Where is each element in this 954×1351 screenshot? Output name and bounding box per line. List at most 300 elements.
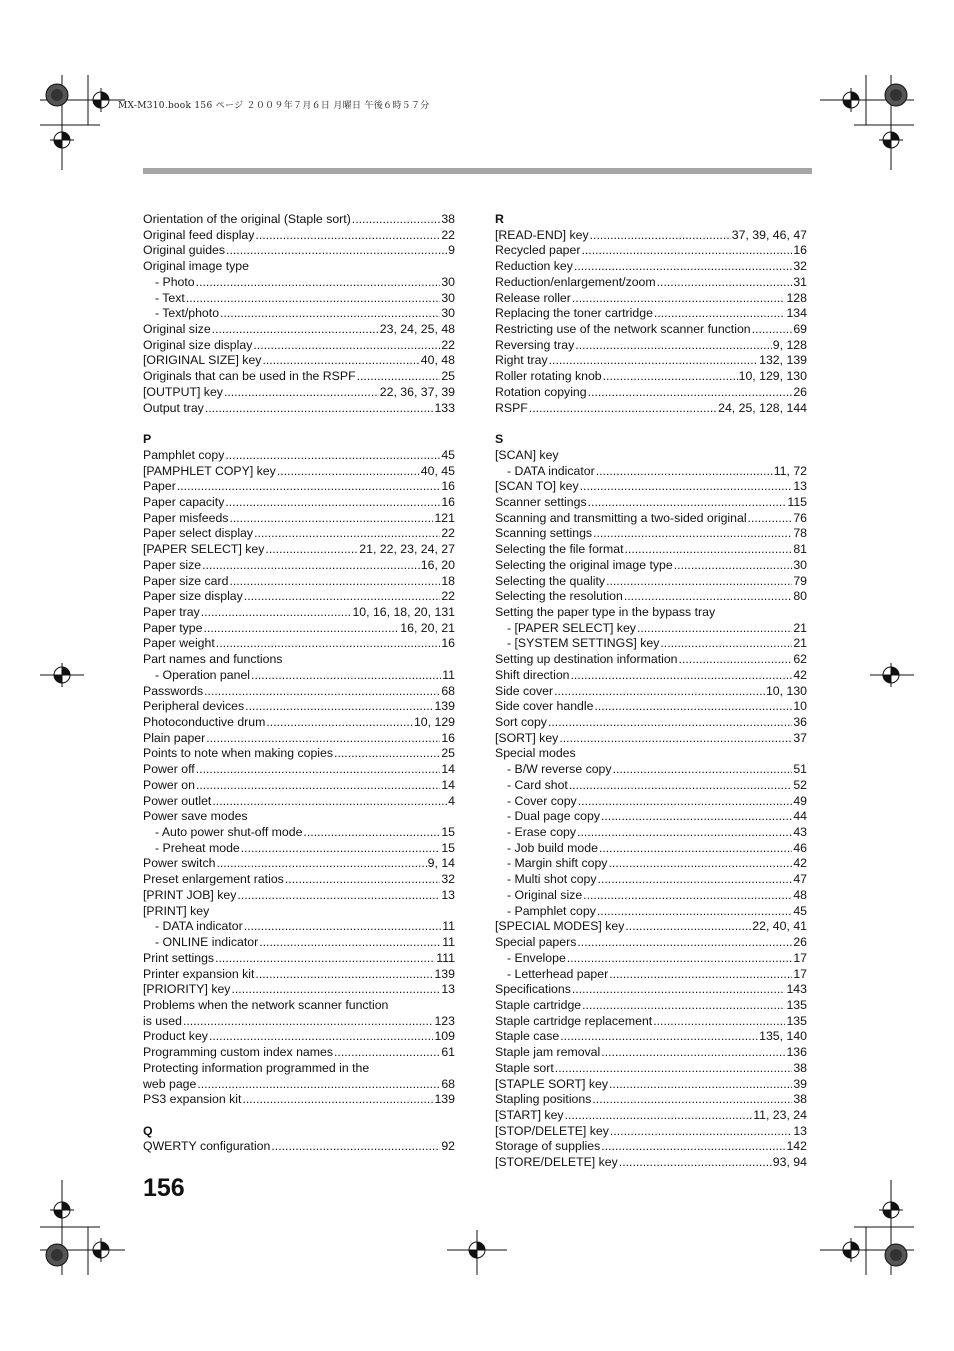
entry-pages: 21: [793, 636, 807, 651]
dot-leader: [609, 967, 792, 983]
dot-leader: [653, 1014, 785, 1030]
index-entry: [495, 731, 807, 747]
index-entry: [495, 982, 807, 998]
index-entry: [143, 558, 455, 574]
entry-term: Paper size display: [143, 589, 243, 604]
index-entry: [143, 684, 455, 700]
index-entry: [143, 479, 455, 495]
index-entry: [495, 605, 807, 621]
index-entry: [143, 259, 455, 275]
entry-pages: 93, 94: [772, 1155, 807, 1170]
entry-pages: 32: [441, 872, 455, 887]
dot-leader: [242, 1092, 433, 1108]
index-entry: [495, 888, 807, 904]
entry-pages: 139: [434, 1092, 455, 1107]
index-entry: [495, 574, 807, 590]
index-entry: [495, 479, 807, 495]
dot-leader: [580, 479, 793, 495]
index-entry: [143, 369, 455, 385]
entry-pages: 134: [786, 306, 807, 321]
entry-pages: 78: [793, 526, 807, 541]
dot-leader: [255, 228, 440, 244]
dot-leader: [597, 904, 792, 920]
dot-leader: [590, 228, 731, 244]
index-entry: [143, 291, 455, 307]
entry-term: Paper capacity: [143, 494, 225, 509]
entry-pages: 49: [793, 793, 807, 808]
dot-leader: [226, 243, 447, 259]
index-entry: [495, 322, 807, 338]
dot-leader: [225, 448, 440, 464]
dot-leader: [244, 589, 441, 605]
dot-leader: [592, 1092, 792, 1108]
entry-pages: 16: [441, 636, 455, 651]
index-entry: [143, 935, 455, 951]
entry-pages: 26: [793, 935, 807, 950]
entry-pages: 132, 139: [759, 353, 807, 368]
entry-term: Peripheral devices: [143, 699, 245, 714]
dot-leader: [582, 998, 785, 1014]
index-entry: [143, 652, 455, 668]
entry-term: RSPF: [495, 400, 528, 415]
index-entry: [495, 778, 807, 794]
dot-leader: [220, 306, 440, 322]
entry-term: - Envelope: [507, 950, 566, 965]
entry-term: Paper select display: [143, 526, 254, 541]
entry-pages: 142: [786, 1139, 807, 1154]
entry-term: - Card shot: [507, 777, 568, 792]
index-entry: [495, 589, 807, 605]
page-number: 156: [143, 1174, 185, 1202]
index-entry: [495, 967, 807, 983]
index-entry: [495, 809, 807, 825]
dot-leader: [567, 951, 793, 967]
entry-pages: 14: [441, 777, 455, 792]
dot-leader: [596, 464, 773, 480]
dot-leader: [206, 731, 440, 747]
entry-pages: 121: [434, 510, 455, 525]
entry-term: Orientation of the original (Staple sort): [143, 212, 351, 226]
entry-pages: 135: [786, 1013, 807, 1028]
entry-pages: 26: [793, 384, 807, 399]
section-letter: [143, 432, 455, 448]
dot-leader: [583, 888, 792, 904]
index-entry: [495, 495, 807, 511]
dot-leader: [575, 338, 772, 354]
entry-pages: 13: [793, 479, 807, 494]
dot-leader: [209, 1029, 434, 1045]
entry-pages: 115: [787, 494, 807, 509]
entry-pages: 62: [793, 652, 807, 667]
index-entry: [143, 951, 455, 967]
index-entry: [143, 1077, 455, 1093]
entry-term: P: [143, 432, 152, 447]
entry-pages: 25: [441, 746, 455, 761]
index-entry: [143, 699, 455, 715]
index-entry: [495, 1014, 807, 1030]
entry-term: Original image type: [143, 259, 249, 274]
entry-term: Special papers: [495, 935, 577, 950]
entry-pages: 21: [793, 620, 807, 635]
entry-term: Original size: [143, 322, 211, 337]
entry-term: [STOP/DELETE] key: [495, 1123, 609, 1138]
entry-term: web page: [143, 1076, 197, 1091]
dot-leader: [624, 589, 792, 605]
entry-term: - Auto power shut-off mode: [155, 825, 303, 840]
entry-pages: 143: [786, 982, 807, 997]
entry-pages: 61: [441, 1045, 455, 1060]
print-info-header: MX-M310.book 156 ページ ２００９年７月６日 月曜日 午後６時５７分: [118, 101, 430, 111]
index-column-left: [143, 212, 455, 1155]
entry-term: [SPECIAL MODES] key: [495, 919, 625, 934]
dot-leader: [196, 762, 441, 778]
dot-leader: [186, 291, 440, 307]
dot-leader: [574, 259, 792, 275]
index-entry: [495, 448, 807, 464]
entry-term: Storage of supplies: [495, 1139, 601, 1154]
entry-term: Power outlet: [143, 793, 212, 808]
dot-leader: [654, 306, 786, 322]
dot-leader: [212, 794, 447, 810]
entry-term: Part names and functions: [143, 652, 283, 667]
index-entry: [143, 1092, 455, 1108]
dot-leader: [196, 275, 441, 291]
index-entry: [143, 574, 455, 590]
entry-term: [PRINT] key: [143, 903, 210, 918]
index-entry: [143, 794, 455, 810]
entry-term: Recycled paper: [495, 243, 581, 258]
entry-term: Roller rotating knob: [495, 369, 602, 384]
dot-leader: [606, 574, 792, 590]
index-entry: [495, 951, 807, 967]
dot-leader: [334, 746, 440, 762]
dot-leader: [212, 322, 379, 338]
index-entry: [495, 1061, 807, 1077]
entry-term: Product key: [143, 1029, 208, 1044]
index-entry: [495, 526, 807, 542]
entry-term: - B/W reverse copy: [507, 762, 612, 777]
entry-pages: 10, 129: [413, 715, 455, 729]
dot-leader: [224, 385, 379, 401]
index-entry: [495, 668, 807, 684]
entry-pages: 47: [793, 872, 807, 887]
index-entry: [495, 1108, 807, 1124]
entry-term: Power on: [143, 777, 195, 792]
entry-term: Staple cartridge replacement: [495, 1013, 653, 1028]
entry-pages: 40, 45: [420, 463, 455, 478]
entry-pages: 21, 22, 23, 24, 27: [359, 542, 455, 557]
dot-leader: [205, 401, 434, 417]
index-entry: [495, 542, 807, 558]
index-entry: [495, 715, 807, 731]
entry-pages: 16: [441, 494, 455, 509]
dot-leader: [241, 841, 441, 857]
entry-term: is used: [143, 1013, 182, 1028]
entry-pages: 22: [441, 589, 455, 604]
index-entry: [143, 1045, 455, 1061]
dot-leader: [197, 1077, 440, 1093]
entry-pages: 16, 20: [420, 557, 455, 572]
dot-leader: [285, 872, 441, 888]
entry-term: Output tray: [143, 400, 204, 415]
dot-leader: [529, 401, 717, 417]
entry-term: Setting the paper type in the bypass tray: [495, 604, 716, 619]
entry-pages: 45: [441, 447, 455, 462]
entry-term: Paper type: [143, 620, 203, 635]
entry-pages: 30: [793, 557, 807, 572]
entry-term: Staple case: [495, 1029, 560, 1044]
index-entry: [143, 825, 455, 841]
dot-leader: [660, 636, 792, 652]
entry-pages: 52: [793, 777, 807, 792]
dot-leader: [657, 275, 793, 291]
entry-term: [OUTPUT] key: [143, 384, 223, 399]
index-entry: [495, 636, 807, 652]
index-entry: [143, 353, 455, 369]
index-entry: [143, 306, 455, 322]
entry-pages: 16: [441, 479, 455, 494]
entry-pages: 42: [793, 667, 807, 682]
dot-leader: [571, 668, 793, 684]
dot-leader: [231, 982, 440, 998]
index-entry: [495, 1077, 807, 1093]
dot-leader: [594, 699, 792, 715]
entry-term: Release roller: [495, 290, 571, 305]
entry-term: - Preheat mode: [155, 840, 240, 855]
index-entry: [495, 275, 807, 291]
entry-term: Restricting use of the network scanner function: [495, 322, 751, 337]
entry-term: Sort copy: [495, 715, 547, 729]
entry-pages: 109: [434, 1029, 455, 1044]
dot-leader: [610, 1124, 792, 1140]
index-entry: [495, 511, 807, 527]
entry-pages: 11, 72: [773, 463, 807, 478]
dot-leader: [303, 825, 440, 841]
entry-pages: 11: [442, 935, 455, 950]
entry-term: Special modes: [495, 746, 576, 761]
entry-pages: 81: [793, 542, 807, 557]
dot-leader: [619, 1155, 772, 1171]
dot-leader: [752, 322, 793, 338]
entry-term: Specifications: [495, 982, 571, 997]
entry-pages: 16: [793, 243, 807, 258]
entry-pages: 15: [441, 840, 455, 855]
entry-term: [START] key: [495, 1107, 564, 1122]
entry-term: Paper: [143, 479, 176, 494]
entry-term: Paper weight: [143, 636, 215, 651]
entry-term: Selecting the original image type: [495, 557, 673, 572]
entry-pages: 10, 130: [765, 683, 807, 698]
dot-leader: [229, 574, 440, 590]
entry-pages: 4: [448, 793, 455, 808]
entry-term: Reversing tray: [495, 337, 575, 352]
entry-pages: 30: [441, 306, 455, 321]
entry-term: - [PAPER SELECT] key: [507, 620, 636, 635]
index-entry: [143, 746, 455, 762]
entry-term: [SCAN] key: [495, 447, 559, 462]
entry-term: [SORT] key: [495, 730, 559, 745]
dot-leader: [565, 1108, 753, 1124]
dot-leader: [609, 1077, 792, 1093]
entry-pages: 45: [793, 903, 807, 918]
index-entry: [143, 542, 455, 558]
index-entry: [495, 338, 807, 354]
entry-pages: 17: [793, 950, 807, 965]
entry-pages: 135, 140: [759, 1029, 807, 1044]
entry-pages: 92: [441, 1139, 455, 1154]
entry-term: [SCAN TO] key: [495, 479, 579, 494]
index-entry: [143, 511, 455, 527]
dot-leader: [637, 621, 792, 637]
entry-term: [PAMPHLET COPY] key: [143, 463, 276, 478]
index-entry: [143, 967, 455, 983]
index-entry: [143, 495, 455, 511]
index-entry: [495, 1124, 807, 1140]
entry-term: - Cover copy: [507, 793, 577, 808]
dot-leader: [588, 385, 793, 401]
dot-leader: [601, 1139, 785, 1155]
entry-pages: 30: [441, 290, 455, 305]
index-entry: [495, 825, 807, 841]
index-entry: [143, 872, 455, 888]
index-entry: [143, 228, 455, 244]
index-entry: [143, 243, 455, 259]
entry-pages: 22: [441, 227, 455, 242]
dot-leader: [237, 888, 440, 904]
entry-term: Original guides: [143, 243, 226, 258]
entry-term: Scanning and transmitting a two-sided original: [495, 510, 747, 525]
entry-term: Selecting the resolution: [495, 589, 623, 604]
dot-leader: [251, 668, 441, 684]
dot-leader: [215, 951, 435, 967]
entry-pages: 139: [434, 699, 455, 714]
dot-leader: [593, 526, 792, 542]
entry-term: Original size display: [143, 337, 253, 352]
index-entry: [495, 259, 807, 275]
index-entry: [143, 448, 455, 464]
index-entry: [495, 306, 807, 322]
entry-pages: 9, 128: [772, 337, 807, 352]
dot-leader: [266, 715, 413, 731]
entry-pages: 11: [442, 919, 455, 934]
entry-pages: 13: [441, 887, 455, 902]
entry-term: Paper misfeeds: [143, 510, 229, 525]
dot-leader: [572, 291, 786, 307]
entry-term: [PRINT JOB] key: [143, 887, 237, 902]
entry-term: Print settings: [143, 950, 215, 965]
section-letter: [495, 432, 807, 448]
dot-leader: [608, 856, 792, 872]
entry-term: Programming custom index names: [143, 1045, 333, 1060]
index-entry: [495, 794, 807, 810]
entry-term: S: [495, 432, 504, 447]
entry-term: - [SYSTEM SETTINGS] key: [507, 636, 660, 651]
entry-term: Photoconductive drum: [143, 715, 266, 729]
dot-leader: [601, 809, 792, 825]
dot-leader: [255, 967, 433, 983]
index-entry: [495, 369, 807, 385]
dot-leader: [588, 495, 787, 511]
entry-term: Selecting the quality: [495, 573, 606, 588]
index-entry: [495, 998, 807, 1014]
index-entry: [143, 526, 455, 542]
dot-leader: [554, 684, 765, 700]
entry-pages: 18: [441, 573, 455, 588]
dot-leader: [216, 636, 441, 652]
index-entry: [143, 1014, 455, 1030]
dot-leader: [559, 731, 792, 747]
entry-pages: 111: [436, 950, 455, 965]
entry-term: [READ-END] key: [495, 227, 589, 242]
entry-pages: 22: [441, 337, 455, 352]
entry-term: Scanning settings: [495, 526, 593, 541]
index-entry: [495, 621, 807, 637]
entry-pages: 39: [793, 1076, 807, 1091]
dot-leader: [271, 1139, 440, 1155]
entry-term: - DATA indicator: [155, 919, 243, 934]
dot-leader: [569, 778, 792, 794]
entry-term: Protecting information programmed in the: [143, 1060, 370, 1075]
index-entry: [143, 464, 455, 480]
dot-leader: [352, 212, 441, 228]
entry-pages: 68: [441, 1076, 455, 1091]
index-entry: [495, 1045, 807, 1061]
index-entry: [143, 1139, 455, 1155]
index-entry: [143, 856, 455, 872]
entry-pages: 80: [793, 589, 807, 604]
entry-term: Printer expansion kit: [143, 966, 255, 981]
entry-term: Setting up destination information: [495, 652, 678, 667]
entry-term: Paper tray: [143, 604, 200, 619]
entry-pages: 128: [786, 290, 807, 305]
entry-pages: 24, 25, 128, 144: [718, 400, 807, 415]
index-entry: [143, 212, 455, 228]
index-entry: [495, 841, 807, 857]
entry-term: Power save modes: [143, 809, 248, 824]
entry-term: Right tray: [495, 353, 548, 368]
entry-term: - Dual page copy: [507, 809, 600, 824]
entry-pages: 133: [434, 400, 455, 415]
dot-leader: [748, 511, 793, 527]
entry-term: Problems when the network scanner function: [143, 997, 389, 1012]
entry-pages: 13: [441, 982, 455, 997]
index-entry: [495, 872, 807, 888]
entry-term: Staple jam removal: [495, 1045, 601, 1060]
entry-pages: 25: [441, 369, 455, 384]
entry-term: Selecting the file format: [495, 542, 624, 557]
entry-term: [PRIORITY] key: [143, 982, 231, 997]
dot-leader: [183, 1014, 434, 1030]
entry-term: - DATA indicator: [507, 463, 595, 478]
index-entry: [143, 668, 455, 684]
entry-pages: 44: [793, 809, 807, 824]
entry-pages: 14: [441, 762, 455, 777]
entry-term: Power switch: [143, 856, 216, 871]
index-entry: [143, 621, 455, 637]
dot-leader: [259, 935, 441, 951]
dot-leader: [357, 369, 441, 385]
entry-term: - Original size: [507, 887, 583, 902]
dot-leader: [253, 338, 440, 354]
spacer: [143, 1108, 455, 1124]
dot-leader: [581, 243, 792, 259]
entry-pages: 32: [793, 259, 807, 274]
entry-pages: 43: [793, 825, 807, 840]
entry-term: Paper size card: [143, 573, 229, 588]
index-entry: [495, 762, 807, 778]
entry-term: [STORE/DELETE] key: [495, 1155, 618, 1170]
dot-leader: [277, 464, 420, 480]
